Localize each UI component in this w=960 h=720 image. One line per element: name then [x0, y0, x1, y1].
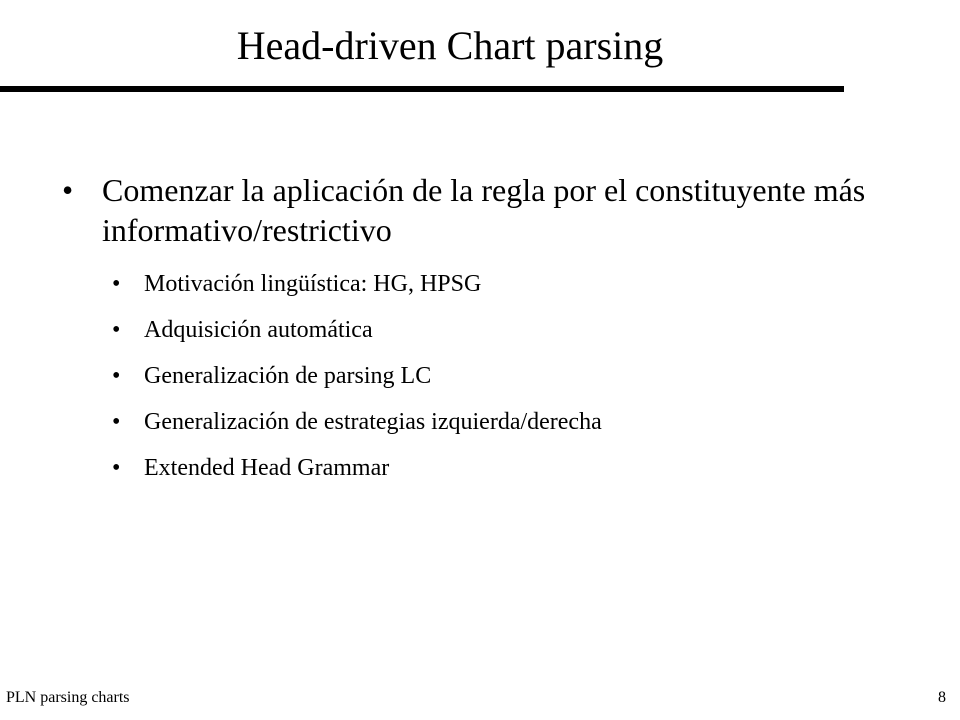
sub-bullet-text: Generalización de parsing LC: [144, 363, 432, 389]
sub-bullet-item: [112, 314, 912, 360]
bullet-dot-icon: •: [112, 455, 121, 481]
sub-bullet-text: Motivación lingüística: HG, HPSG: [144, 271, 482, 297]
sub-bullet-list: [112, 268, 912, 498]
title-underline: [0, 86, 844, 92]
slide-title: Head-driven Chart parsing: [236, 23, 664, 68]
sub-bullet-item: [112, 406, 912, 452]
page-number: 8: [938, 689, 946, 706]
bullet-dot-icon: •: [112, 409, 121, 435]
main-bullet: [62, 170, 882, 250]
bullet-dot-icon: •: [112, 271, 121, 297]
sub-bullet-text: Adquisición automática: [144, 317, 373, 343]
sub-bullet-text: Generalización de estrategias izquierda/derecha: [144, 409, 602, 435]
bullet-dot-icon: •: [112, 363, 121, 389]
footer-caption: PLN parsing charts: [6, 689, 130, 706]
bullet-dot-icon: •: [112, 317, 121, 343]
sub-bullet-item: [112, 360, 912, 406]
main-bullet-text: Comenzar la aplicación de la regla por el constituyente más informativo/restrictivo: [102, 172, 866, 248]
sub-bullet-item: [112, 452, 912, 498]
sub-bullet-text: Extended Head Grammar: [144, 455, 390, 481]
bullet-dot-icon: •: [62, 172, 74, 208]
sub-bullet-item: [112, 268, 912, 314]
